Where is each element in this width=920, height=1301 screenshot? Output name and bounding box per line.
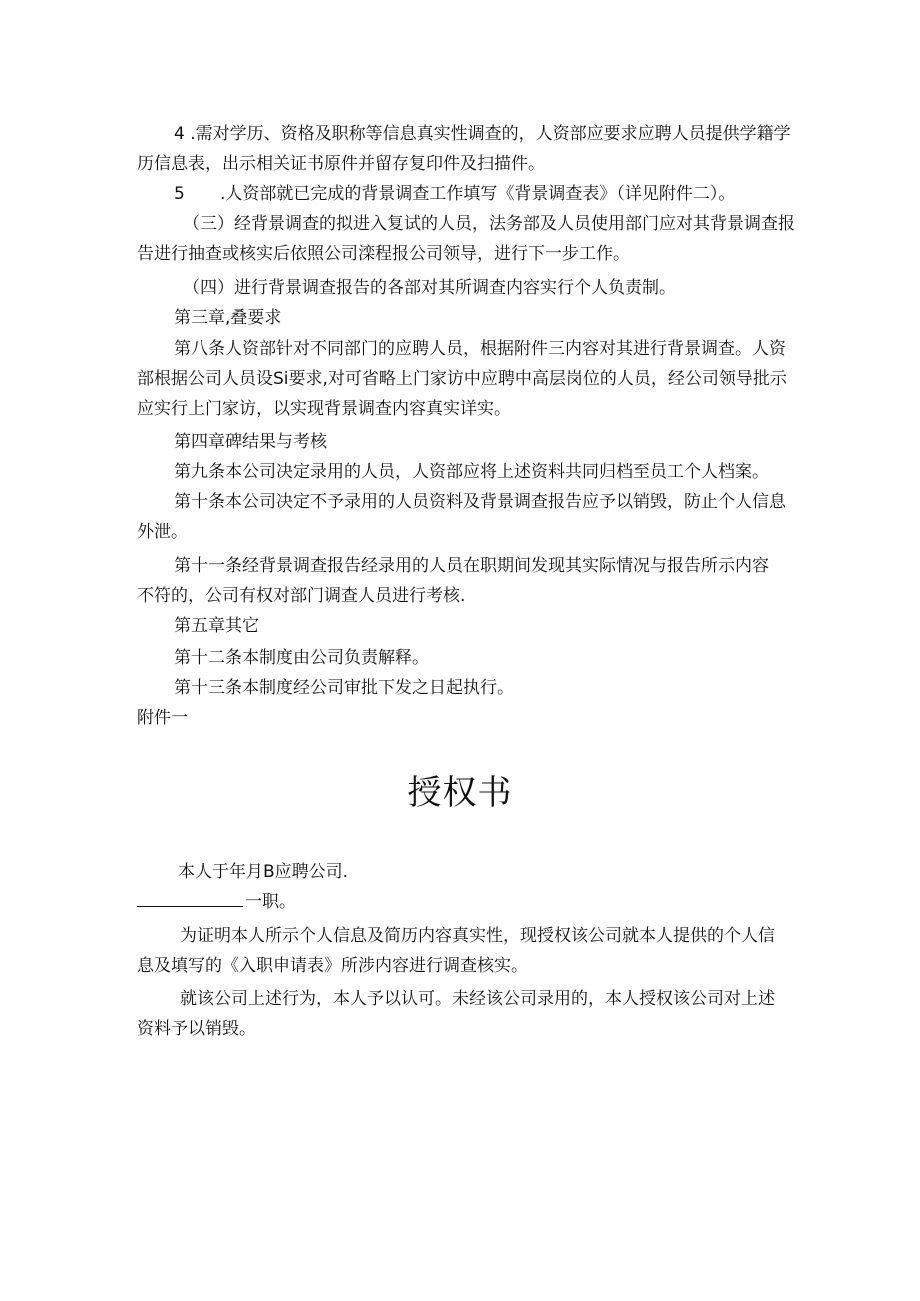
authorization-paragraph-2-line-1: 为证明本人所示个人信息及简历内容真实性，现授权该公司就本人提供的个人信 (180, 926, 775, 946)
article-8-line-1: 第八条人资部针对不同部门的应聘人员，根据附件三内容对其进行背景调查。人资 (174, 339, 786, 359)
chapter-3-heading: 第三章,叠要求 (174, 308, 282, 328)
section-4-line: （四）进行背景调查报告的各部对其所调查内容实行个人负责制。 (183, 278, 676, 298)
clause-4-line-2: 历信息表，出示相关证书原件并留存复印件及扫描件。 (137, 154, 545, 174)
article-11-line-2: 不符的，公司有权对部门调查人员进行考核. (137, 586, 466, 606)
authorization-paragraph-1: 本人于年月B应聘公司. (178, 862, 349, 882)
position-line (137, 891, 296, 913)
chapter-5-heading: 第五章其它 (174, 616, 259, 636)
article-13-line: 第十三条本制度经公司审批下发之日起执行。 (174, 678, 514, 698)
section-3-line-2: 告进行抽查或核实后依照公司滦程报公司领导，进行下一步工作。 (137, 244, 630, 264)
section-3-line-1: （三）经背景调查的拟进入复试的人员，法务部及人员使用部门应对其背景调查报 (183, 214, 795, 234)
chapter-4-heading: 第四章碑结果与考核 (174, 432, 327, 452)
clause-5-number: 5 (174, 184, 185, 204)
article-12-line: 第十二条本制度由公司负责解释。 (174, 648, 429, 668)
authorization-paragraph-2-line-2: 息及填写的《入职申请表》所涉内容进行调查核实。 (137, 956, 528, 976)
article-9-line: 第九条本公司决定录用的人员，人资部应将上述资料共同归档至员工个人档案。 (174, 462, 769, 482)
appendix-label: 附件一 (137, 708, 188, 728)
clause-5-text: .人资部就已完成的背景调查工作填写《背景调查表》（详见附件二）。 (220, 184, 736, 204)
position-suffix: 一职。 (245, 892, 296, 912)
article-8-line-2: 部根据公司人员设Si要求,对可省略上门家访中应聘中高层岗位的人员，经公司领导批示 (137, 369, 787, 389)
article-10-line-2: 外泄。 (137, 522, 188, 542)
clause-5-line (174, 183, 735, 205)
authorization-paragraph-3-line-1: 就该公司上述行为，本人予以认可。未经该公司录用的，本人授权该公司对上述 (180, 989, 775, 1009)
article-8-line-3: 应实行上门家访，以实现背景调查内容真实详实。 (137, 399, 511, 419)
clause-4-line-1: 4 .需对学历、资格及职称等信息真实性调查的，人资部应要求应聘人员提供学籍学 (174, 124, 791, 144)
article-11-line-1: 第十一条经背景调查报告经录用的人员在职期间发现其实际情况与报告所示内容 (174, 556, 769, 576)
authorization-title: 授权书 (407, 773, 513, 813)
authorization-paragraph-3-line-2: 资料予以销毁。 (137, 1019, 256, 1039)
article-10-line-1: 第十条本公司决定不予录用的人员资料及背景调查报告应予以销毁，防止个人信息 (174, 492, 786, 512)
position-blank-field (137, 892, 243, 907)
